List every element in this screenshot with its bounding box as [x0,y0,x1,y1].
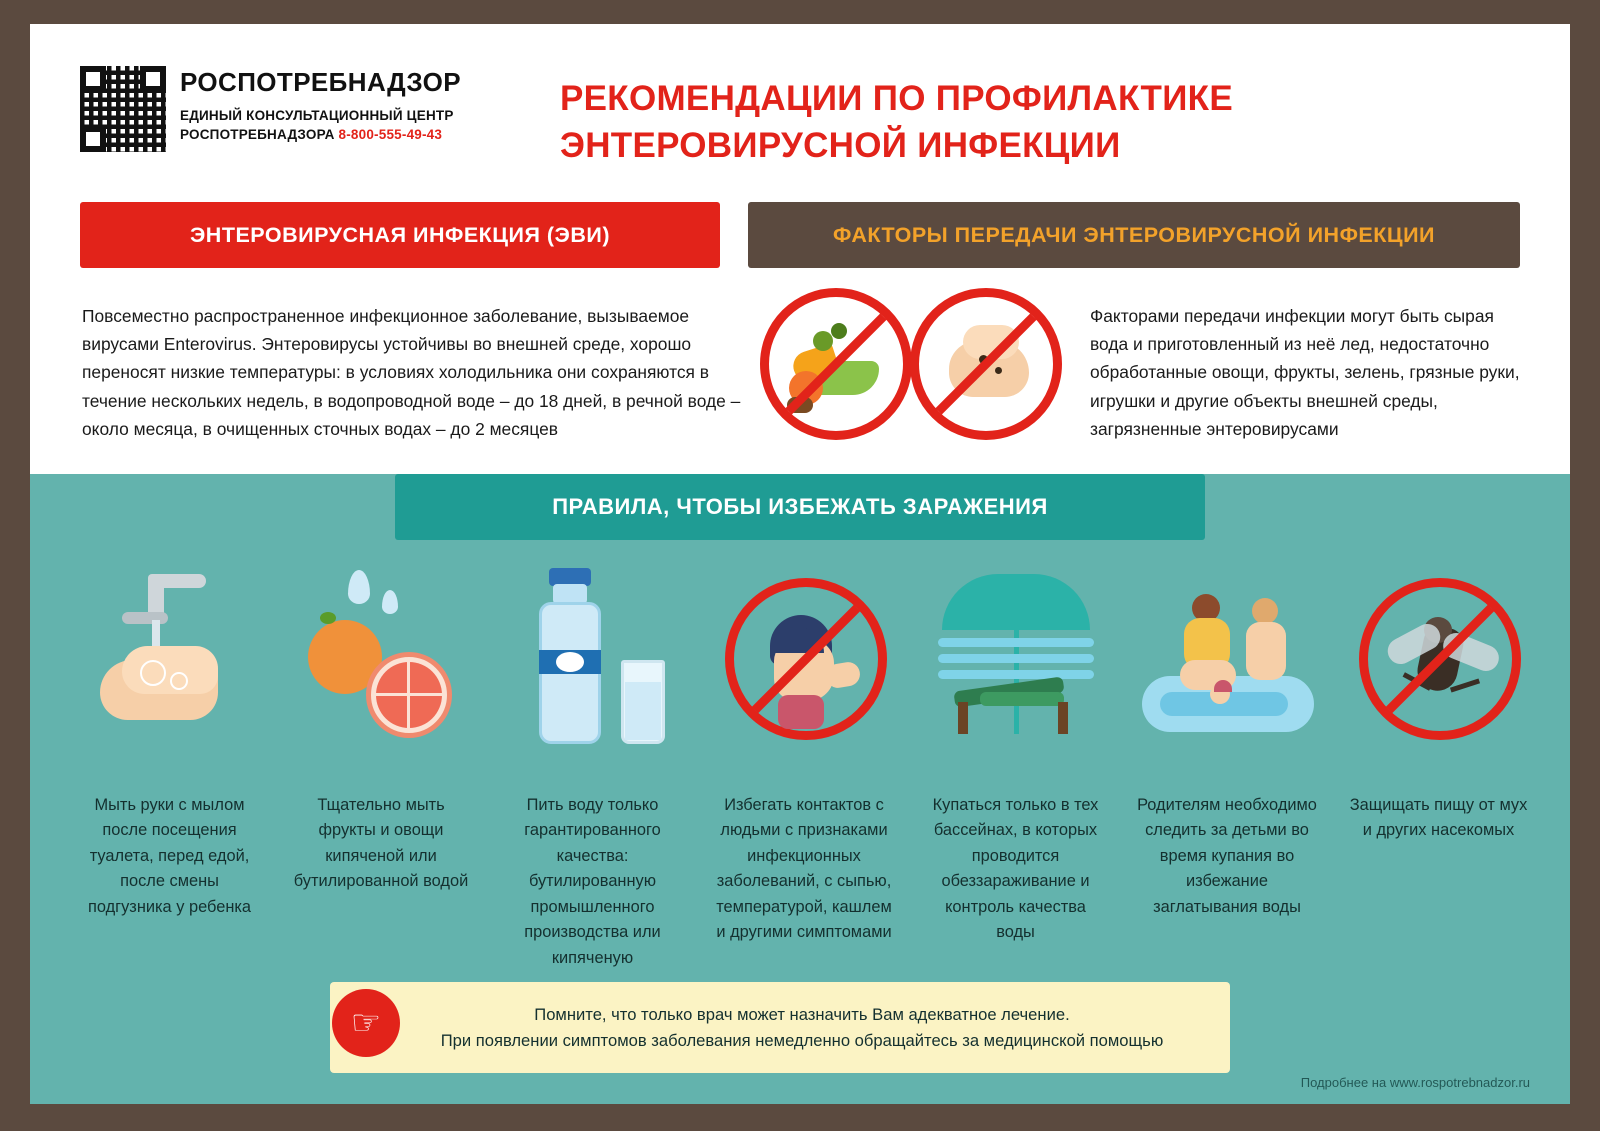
pointing-hand-icon: ☞ [332,989,400,1057]
no-contact-sick-icon [713,564,896,779]
poster-header [30,24,1570,184]
rule-text: Пить воду только гарантированного качества: бутилированную промышленного производства или кипяченую [524,796,661,967]
rule-text: Тщательно мыть фрукты и овощи кипяченой или бутилированной водой [293,796,469,891]
rule-tile [924,564,1107,971]
rule-text: Избегать контактов с людьми с признаками инфекционных заболеваний, с сыпью, температурой, кашлем и другими симптомами [716,796,892,942]
brand-title: РОСПОТРЕБНАДЗОР [180,67,462,97]
brand-block [80,66,461,152]
no-flies-icon [1347,564,1530,779]
evi-description-text: Повсеместно распространенное инфекционное заболевание, вызываемое вирусами Enterovirus. Энтеровирусы устойчивы во внешней среде, хорошо переносят низкие температуры: в условиях холодильника они сохраняются в течение нескольких недель, в водопроводной воде – до 18 дней, в речной воде – около месяца, в очищенных сточных водах – до 2 месяцев [82,306,741,439]
rule-text: Мыть руки с мылом после посещения туалета, перед едой, после смены подгузника у ребенка [87,796,252,916]
rule-text: Родителям необходимо следить за детьми во время купания во избежание заглатывания воды [1137,796,1317,916]
brand-text [180,66,461,145]
poster [30,24,1570,1104]
doctor-note [330,982,1230,1073]
brand-subtitle-line1: ЕДИНЫЙ КОНСУЛЬТАЦИОННЫЙ ЦЕНТР [180,107,454,123]
no-dirty-hands-icon [910,288,1062,440]
rule-tile [1347,564,1530,971]
transmission-description-text: Факторами передачи инфекции могут быть сырая вода и приготовленный из неё лед, недостаточно обработанные овощи, фрукты, зелень, грязные руки, игрушки и другие объекты внешней среды, загрязненные энтеровирусами [1090,306,1520,439]
rule-tile [78,564,261,971]
doctor-note-line2: При появлении симптомов заболевания немедленно обращайтесь за медицинской помощью [440,1030,1164,1050]
rule-tile [290,564,473,971]
transmission-icons [760,284,1080,444]
bottled-water-icon [501,564,684,779]
page-title-line2: ЭНТЕРОВИРУСНОЙ ИНФЕКЦИИ [560,125,1121,165]
brand-subtitle [180,106,461,145]
doctor-note-line1: Помните, что только врач может назначить Вам адекватное лечение. [534,1005,1070,1024]
page-title-line1: РЕКОМЕНДАЦИИ ПО ПРОФИЛАКТИКЕ [560,79,1233,118]
section-header-rules: ПРАВИЛА, ЧТОБЫ ИЗБЕЖАТЬ ЗАРАЖЕНИЯ [395,474,1205,540]
rules-tiles [78,564,1530,971]
footer-link[interactable]: Подробнее на www.rospotrebnadzor.ru [1300,1075,1530,1090]
rule-tile [1136,564,1319,971]
rules-section [30,474,1570,1104]
qr-code-icon [80,66,166,152]
wash-fruits-icon [290,564,473,779]
rule-text: Защищать пищу от мух и других насекомых [1349,796,1528,840]
page-title [560,76,1490,169]
section-header-transmission: ФАКТОРЫ ПЕРЕДАЧИ ЭНТЕРОВИРУСНОЙ ИНФЕКЦИИ [748,202,1520,268]
brand-subtitle-line2: РОСПОТРЕБНАДЗОРА 8-800-555-49-43 [180,127,443,143]
rule-tile [501,564,684,971]
parents-watch-children-icon [1136,564,1319,779]
rule-text: Купаться только в тех бассейнах, в которых проводится обеззараживание и контроль качества воды [932,796,1099,942]
top-columns [30,184,1570,474]
hotline-phone[interactable]: 8-800-555-49-43 [338,127,443,143]
section-header-evi: ЭНТЕРОВИРУСНАЯ ИНФЕКЦИЯ (ЭВИ) [80,202,720,268]
safe-pool-icon [924,564,1107,779]
no-dirty-vegetables-icon [760,288,912,440]
rule-tile [713,564,896,971]
washing-hands-icon [78,564,261,779]
